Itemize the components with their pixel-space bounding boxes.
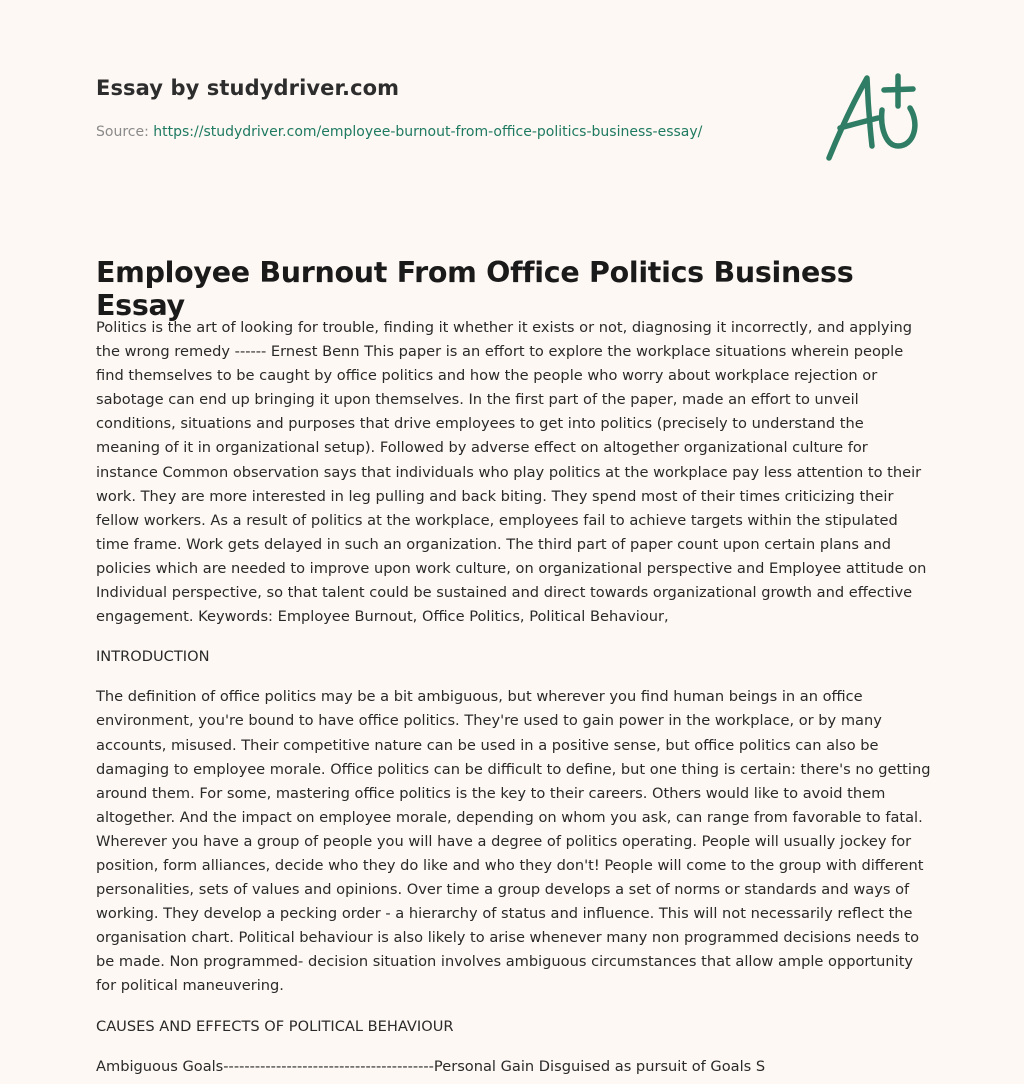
causes-line: Ambiguous Goals----------------------------------------Personal Gain Disguised as pursuit of Goals S — [96, 1057, 766, 1075]
essay-title: Employee Burnout From Office Politics Business Essay — [96, 256, 854, 322]
source-link[interactable]: https://studydriver.com/employee-burnout-from-office-politics-business-essay/ — [153, 124, 703, 140]
introduction-heading: INTRODUCTION — [96, 648, 210, 666]
abstract-paragraph: Politics is the art of looking for trouble, finding it whether it exists or not, diagnosing it incorrectly, and applying the wrong remedy ------ Ernest Benn This paper is an effort to explore the workplace situations wherein people find themselves to be caught by office politics and how the people who worry about workplace rejection or sabotage can end up bringing it upon themselves. In the first part of the paper, made an effort to unveil conditions, situations and purposes that drive employees to get into politics (precisely to understand the meaning of it in organizational setup). Followed by adverse effect on altogether organizational culture for instance Common observation says that individuals who play politics at the workplace pay less attention to their work. They are more interested in leg pulling and back biting. They spend most of their times criticizing their fellow workers. As a result of politics at the workplace, employees fail to achieve targets within the stipulated time frame. Work gets delayed in such an organization. The third part of paper count upon certain plans and policies which are needed to improve upon work culture, on organizational perspective and Employee attitude on Individual perspective, so that talent could be sustained and direct towards organizational growth and effective engagement. Keywords: Employee Burnout, Office Politics, Political Behaviour, — [96, 319, 927, 626]
source-label: Source: — [96, 124, 149, 140]
causes-heading: CAUSES AND EFFECTS OF POLITICAL BEHAVIOUR — [96, 1017, 454, 1035]
essay-body — [96, 316, 932, 1084]
brand-title: Essay by studydriver.com — [96, 76, 400, 100]
a-plus-logo-icon — [820, 66, 930, 166]
introduction-paragraph: The definition of office politics may be a bit ambiguous, but wherever you find human beings in an office environment, you're bound to have office politics. They're used to gain power in the workplace, or by many accounts, misused. Their competitive nature can be used in a positive sense, but office politics can also be damaging to employee morale. Office politics can be difficult to define, but one thing is certain: there's no getting around them. For some, mastering office politics is the key to their careers. Others would like to avoid them altogether. And the impact on employee morale, depending on whom you ask, can range from favorable to fatal. Wherever you have a group of people you will have a degree of politics operating. People will usually jockey for position, form alliances, decide who they do like and who they don't! People will come to the group with different personalities, sets of values and opinions. Over time a group develops a set of norms or standards and ways of working. They develop a pecking order - a hierarchy of status and influence. This will not necessarily reflect the organisation chart. Political behaviour is also likely to arise whenever many non programmed decisions needs to be made. Non programmed- decision situation involves ambiguous circumstances that allow ample opportunity for political maneuvering. — [96, 688, 931, 995]
source-line — [96, 124, 702, 140]
